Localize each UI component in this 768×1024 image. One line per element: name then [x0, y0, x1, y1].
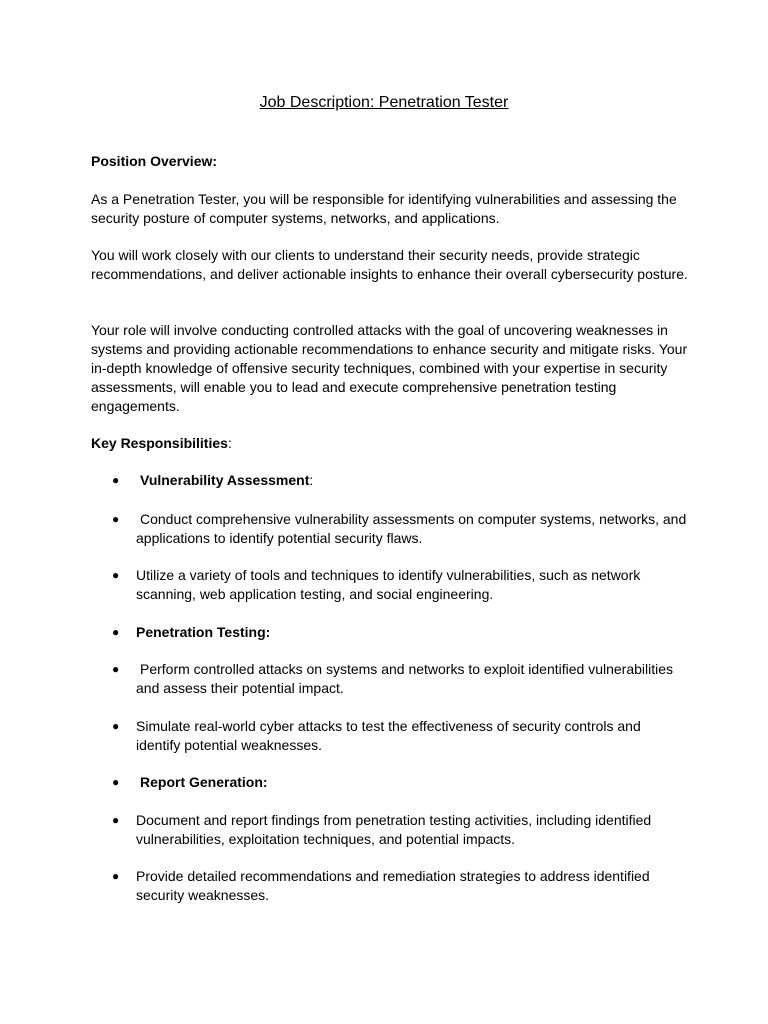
list-item: [91, 510, 691, 548]
list-item: [91, 660, 691, 698]
list-item: [91, 867, 691, 905]
key-responsibilities-heading: [91, 434, 691, 453]
list-item: [91, 773, 691, 792]
bullet-icon: ●: [112, 719, 120, 733]
bullet-icon: ●: [112, 813, 120, 827]
overview-paragraph: You will work closely with our clients to understand their security needs, provide strategic recommendations, and deliver actionable insights to enhance their overall cybersecurity posture.: [91, 247, 688, 282]
list-item-text: Conduct comprehensive vulnerability assessments on computer systems, networks, and applications to identify potential security flaws.: [136, 511, 687, 546]
bullet-icon: ●: [112, 473, 120, 487]
subsection-heading: Vulnerability Assessment: [140, 472, 310, 488]
overview-paragraph: Your role will involve conducting controlled attacks with the goal of uncovering weaknesses in systems and providing actionable recommendations to enhance security and mitigate risks. Your in-depth knowledge of offensive security techniques, combined with your expertise in security assessments, will enable you to lead and execute comprehensive penetration testing engagements.: [91, 322, 688, 414]
list-item: [91, 717, 691, 755]
document-title: Job Description: Penetration Tester: [259, 94, 509, 111]
list-item-text: Simulate real-world cyber attacks to test the effectiveness of security controls and identify potential weaknesses.: [136, 718, 641, 753]
list-item: [91, 471, 691, 490]
bullet-icon: ●: [112, 662, 120, 676]
list-item-text: Utilize a variety of tools and techniques to identify vulnerabilities, such as network scanning, web application testing, and social engineering.: [136, 567, 641, 602]
bullet-icon: ●: [112, 775, 120, 789]
key-responsibilities-colon: :: [227, 435, 232, 451]
list-item-text: Provide detailed recommendations and remediation strategies to address identified security weaknesses.: [136, 868, 650, 903]
bullet-icon: ●: [112, 625, 120, 639]
subsection-heading: Penetration Testing:: [136, 624, 271, 640]
bullet-icon: ●: [112, 512, 120, 526]
subsection-heading: Report Generation:: [140, 774, 268, 790]
list-item-text: Perform controlled attacks on systems and networks to exploit identified vulnerabilities and assess their potential impact.: [136, 661, 674, 696]
bullet-icon: ●: [112, 568, 120, 582]
list-item-text: Document and report findings from penetration testing activities, including identified vulnerabilities, exploitation techniques, and potential impacts.: [136, 812, 652, 847]
overview-paragraph: As a Penetration Tester, you will be responsible for identifying vulnerabilities and assessing the security posture of computer systems, networks, and applications.: [91, 191, 677, 226]
list-item-text: [136, 471, 692, 490]
key-responsibilities-label: Key Responsibilities: [91, 435, 228, 451]
bullet-icon: ●: [112, 869, 120, 883]
subsection-colon: :: [309, 472, 314, 488]
position-overview-heading: Position Overview:: [91, 153, 218, 169]
list-item: [91, 811, 691, 849]
list-item: [91, 566, 691, 604]
list-item: [91, 623, 691, 642]
